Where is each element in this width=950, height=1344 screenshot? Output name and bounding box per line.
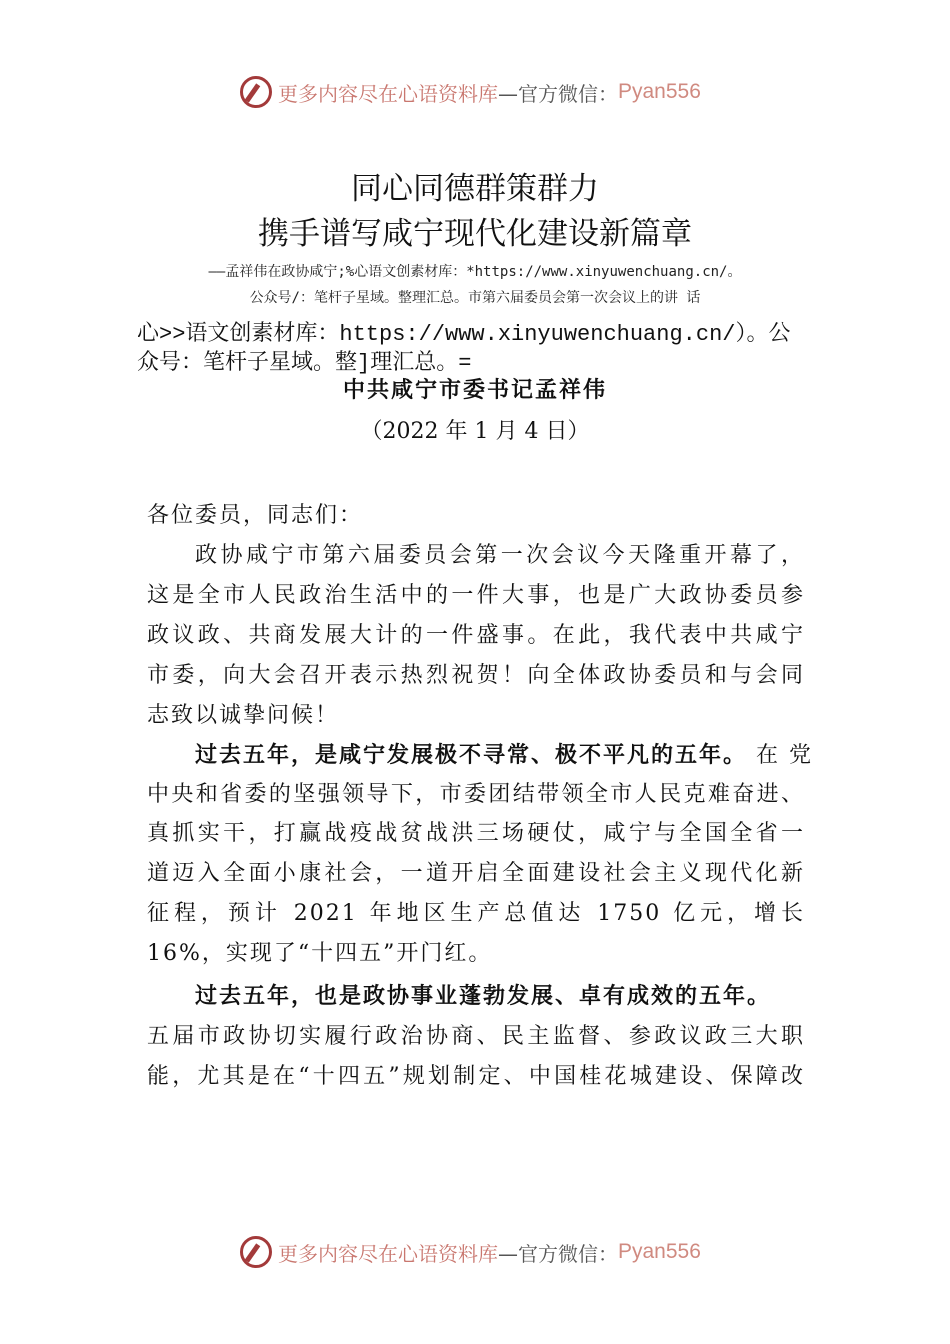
title-line-1: 同心同德群策群力 xyxy=(351,171,599,207)
paragraph-line xyxy=(195,738,814,769)
subtitle-line-4: 众号：笔杆子星域。整]理汇总。= xyxy=(137,351,472,376)
subtitle-line-2: 公众号/：笔杆子星域。整理汇总。市第六届委员会第一次会议上的讲 话 xyxy=(249,290,701,306)
subtitle-line-1: ——孟祥伟在政协咸宁;%心语文创素材库：*https://www.xinyuwenchuang.cn/。 xyxy=(208,264,742,280)
paragraph-line: 道迈入全面小康社会，一道开启全面建设社会主义现代化新 xyxy=(147,861,805,886)
paragraph-line: 中央和省委的坚强领导下，市委团结带领全市人民克难奋进、 xyxy=(147,782,805,807)
watermark-text: 更多内容尽在心语资料库 xyxy=(278,81,498,106)
author: 中共咸宁市委书记孟祥伟 xyxy=(342,377,607,403)
paragraph-line: 这是全市人民政治生活中的一件大事，也是广大政协委员参 xyxy=(147,583,805,608)
bold-heading: 过去五年，是咸宁发展极不寻常、极不平凡的五年。 xyxy=(195,742,748,768)
watermark-header xyxy=(240,74,740,110)
watermark-footer xyxy=(240,1234,740,1270)
paragraph-line: 五届市政协切实履行政治协商、民主监督、参政议政三大职 xyxy=(147,1024,805,1049)
paragraph-line: 政议政、共商发展大计的一件盛事。在此，我代表中共咸宁 xyxy=(147,623,805,648)
paragraph-line: 政协咸宁市第六届委员会第一次会议今天隆重开幕了， xyxy=(195,543,805,568)
bold-heading: 过去五年，也是政协事业蓬勃发展、卓有成效的五年。 xyxy=(195,983,772,1009)
date: （2022 年 1 月 4 日） xyxy=(360,419,590,444)
paragraph-line: 市委，向大会召开表示热烈祝贺！向全体政协委员和与会同 xyxy=(147,663,805,688)
subtitle-line-3: 心>>语文创素材库：https://www.xinyuwenchuang.cn/）。公 xyxy=(137,322,791,347)
paragraph-line: 征程，预计 2021 年地区生产总值达 1750 亿元，增长 xyxy=(147,901,805,926)
logo-icon xyxy=(240,1236,272,1268)
text-run: 在 党 xyxy=(756,743,814,768)
salutation: 各位委员，同志们： xyxy=(147,503,364,528)
title-line-2: 携手谱写咸宁现代化建设新篇章 xyxy=(258,216,692,252)
paragraph-line: 能，尤其是在“十四五”规划制定、中国桂花城建设、保障改 xyxy=(147,1064,805,1089)
watermark-text: 更多内容尽在心语资料库 xyxy=(278,1241,498,1266)
paragraph-line: 真抓实干，打赢战疫战贫战洪三场硬仗，咸宁与全国全省一 xyxy=(147,821,805,846)
paragraph-line: 16%，实现了“十四五”开门红。 xyxy=(147,941,493,966)
watermark-dash: —官方微信： xyxy=(498,81,618,106)
watermark-dash: —官方微信： xyxy=(498,1241,618,1266)
logo-icon xyxy=(240,76,272,108)
watermark-id: Pyan556 xyxy=(618,1240,701,1263)
paragraph-line: 志致以诚挚问候！ xyxy=(147,703,340,728)
watermark-id: Pyan556 xyxy=(618,80,701,103)
